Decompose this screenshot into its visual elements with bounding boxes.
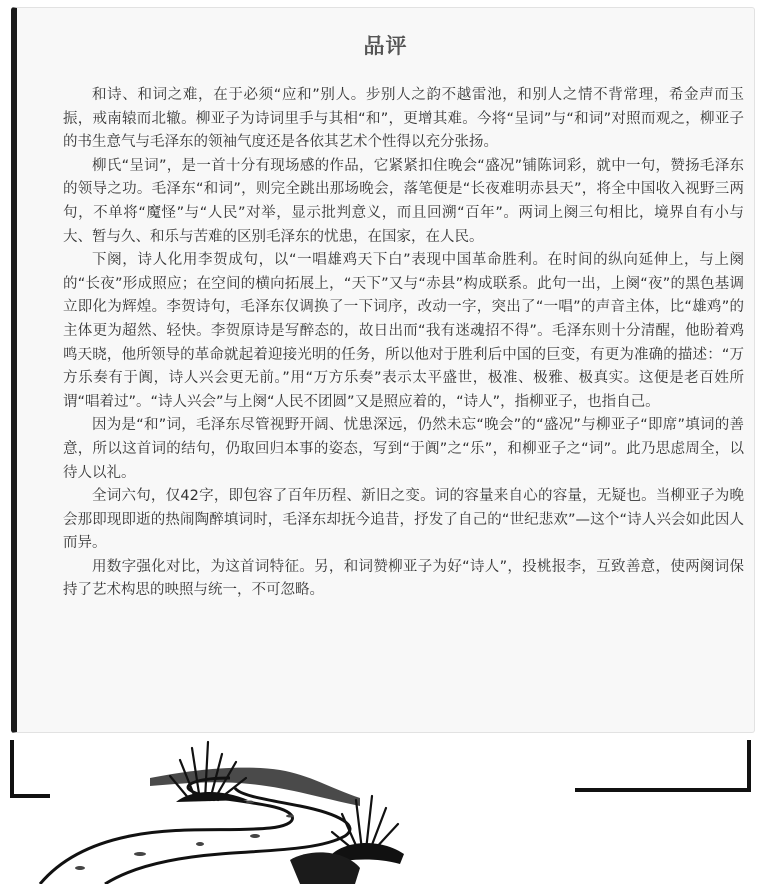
ink-path-and-grass-illustration bbox=[0, 740, 771, 884]
paragraph: 下阕，诗人化用李贺成句，以“一唱雄鸡天下白”表现中国革命胜利。在时间的纵向延伸上，与上阕的“长夜”形成照应；在空间的横向拓展上，“天下”又与“赤县”构成联系。此句一出，上阕“夜”的黑色基调立即化为辉煌。李贺诗句，毛泽东仅调换了一下词序，改动一字，突出了“一唱”的声音主体，比“雄鸡”的主体更为超然、轻快。李贺原诗是写醉态的，故日出而“我有迷魂招不得”。毛泽东则十分清醒，他盼着鸡鸣天晓，他所领导的革命就起着迎接光明的任务，所以他对于胜利后中国的巨变，有更为准确的描述：“万方乐奏有于阗，诗人兴会更无前。”用“万方乐奏”表示太平盛世，极准、极雅、极真实。这便是老百姓所谓“唱着过”。“诗人兴会”与上阕“人民不团圆”又是照应着的，“诗人”，指柳亚子，也指自己。 bbox=[63, 252, 744, 410]
frame-left-line bbox=[10, 740, 14, 798]
article-body bbox=[63, 84, 744, 603]
frame-bottom-left-line bbox=[10, 794, 50, 798]
frame-right-line bbox=[747, 740, 751, 792]
paragraph: 柳氏“呈词”，是一首十分有现场感的作品，它紧紧扣住晚会“盛况”铺陈词彩，就中一句，赞扬毛泽东的领导之功。毛泽东“和词”，则完全跳出那场晚会，落笔便是“长夜难明赤县天”，将全中国收入视野三两句，不单将“魔怪”与“人民”对举，显示批判意义，而且回溯“百年”。两词上阕三句相比，境界自有小与大、暂与久、和乐与苦难的区别毛泽东的忧患，在国家，在人民。 bbox=[63, 157, 744, 245]
paragraph: 全词六句，仅42字，即包容了百年历程、新旧之变。词的容量来自心的容量，无疑也。当柳亚子为晚会那即现即逝的热闹陶醉填词时，毛泽东却抚今追昔，抒发了自己的“世纪悲欢”—这个“诗人兴会如此因人而异。 bbox=[63, 488, 744, 552]
paragraph: 因为是“和”词，毛泽东尽管视野开阔、忧患深远，仍然未忘“晚会”的“盛况”与柳亚子“即席”填词的善意，所以这首词的结句，仍取回归本事的姿态，写到“于阗”之“乐”，和柳亚子之“词”。此乃思虑周全，以待人以礼。 bbox=[63, 417, 744, 481]
paragraph: 用数字强化对比，为这首词特征。另，和词赞柳亚子为好“诗人”，投桃报李，互致善意，使两阕词保持了艺术构思的映照与统一，不可忽略。 bbox=[63, 558, 744, 599]
frame-bottom-line bbox=[575, 788, 751, 792]
paragraph: 和诗、和词之难，在于必须“应和”别人。步别人之韵不越雷池，和别人之情不背常理，希金声而玉振，戒南辕而北辙。柳亚子为诗词里手与其相“和”，更增其难。今将“呈词”与“和词”对照而观之，柳亚子的书生意气与毛泽东的领袖气度还是各依其艺术个性得以充分张扬。 bbox=[63, 87, 744, 151]
article-title: 品评 bbox=[363, 34, 408, 58]
review-card bbox=[11, 7, 755, 733]
grass-clump-right bbox=[332, 796, 398, 850]
